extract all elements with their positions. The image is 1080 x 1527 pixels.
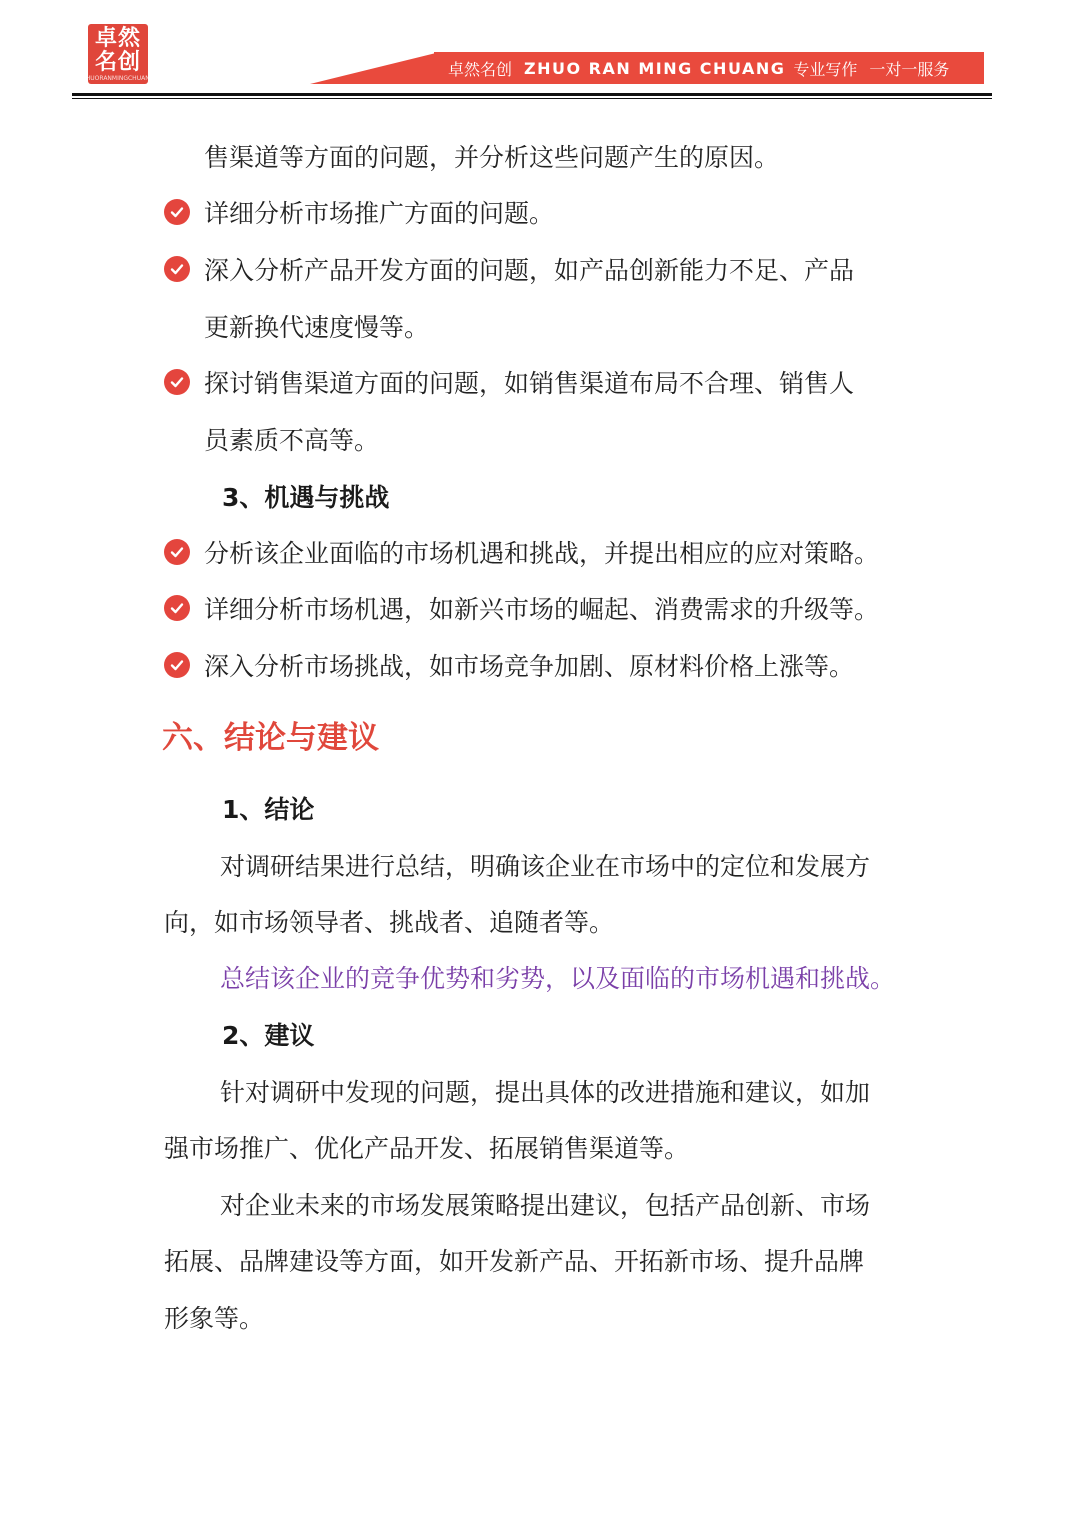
check-icon	[164, 199, 190, 225]
subheading-opportunities: 3、机遇与挑战	[222, 483, 390, 512]
check-icon	[164, 539, 190, 565]
bullet-a2-line2: 更新换代速度慢等。	[204, 313, 430, 342]
logo-small-text: ZHUORANMINGCHUANG	[81, 74, 155, 82]
header-banner	[434, 52, 984, 84]
check-icon	[164, 369, 190, 395]
check-icon	[164, 256, 190, 282]
check-icon	[164, 652, 190, 678]
section-heading-conclusion: 六、结论与建议	[162, 720, 379, 756]
bullet-b3: 深入分析市场挑战，如市场竞争加剧、原材料价格上涨等。	[204, 652, 855, 681]
suggestion-p1-line2: 强市场推广、优化产品开发、拓展销售渠道等。	[164, 1134, 690, 1163]
suggestion-p2-line3: 形象等。	[164, 1304, 265, 1333]
header-divider-thin	[72, 98, 992, 99]
lead-line: 售渠道等方面的问题，并分析这些问题产生的原因。	[204, 143, 780, 172]
suggestion-p2-line1: 对企业未来的市场发展策略提出建议，包括产品创新、市场	[220, 1191, 871, 1220]
bullet-a1-line1: 详细分析市场推广方面的问题。	[204, 199, 555, 228]
suggestion-p2-line2: 拓展、品牌建设等方面，如开发新产品、开拓新市场、提升品牌	[164, 1247, 865, 1276]
header-brand-cn: 卓然名创	[448, 59, 513, 79]
subheading-conclusion: 1、结论	[222, 795, 315, 824]
suggestion-p1-line1: 针对调研中发现的问题，提出具体的改进措施和建议，如加	[220, 1078, 871, 1107]
brand-logo	[81, 24, 155, 84]
conclusion-line1: 对调研结果进行总结，明确该企业在市场中的定位和发展方	[220, 852, 871, 881]
bullet-b1: 分析该企业面临的市场机遇和挑战，并提出相应的应对策略。	[204, 539, 880, 568]
bullet-b2: 详细分析市场机遇，如新兴市场的崛起、消费需求的升级等。	[204, 595, 880, 624]
header-divider	[72, 93, 992, 96]
bullet-a3-line1: 探讨销售渠道方面的问题，如销售渠道布局不合理、销售人	[204, 369, 855, 398]
subheading-suggestions: 2、建议	[222, 1021, 315, 1050]
header-tag-service: 一对一服务	[869, 59, 950, 79]
check-icon	[164, 595, 190, 621]
header-brand-en: ZHUO RAN MING CHUANG	[524, 58, 786, 78]
bullet-a2-line1: 深入分析产品开发方面的问题，如产品创新能力不足、产品	[204, 256, 855, 285]
logo-line-1: 卓然	[94, 25, 141, 51]
header-wedge-decoration	[310, 52, 440, 84]
header-tag-writing: 专业写作	[793, 59, 858, 79]
conclusion-highlight: 总结该企业的竞争优势和劣势，以及面临的市场机遇和挑战。	[220, 964, 896, 993]
logo-line-2: 名创	[94, 49, 141, 75]
conclusion-line2: 向，如市场领导者、挑战者、追随者等。	[164, 908, 615, 937]
bullet-a3-line2: 员素质不高等。	[204, 426, 380, 455]
